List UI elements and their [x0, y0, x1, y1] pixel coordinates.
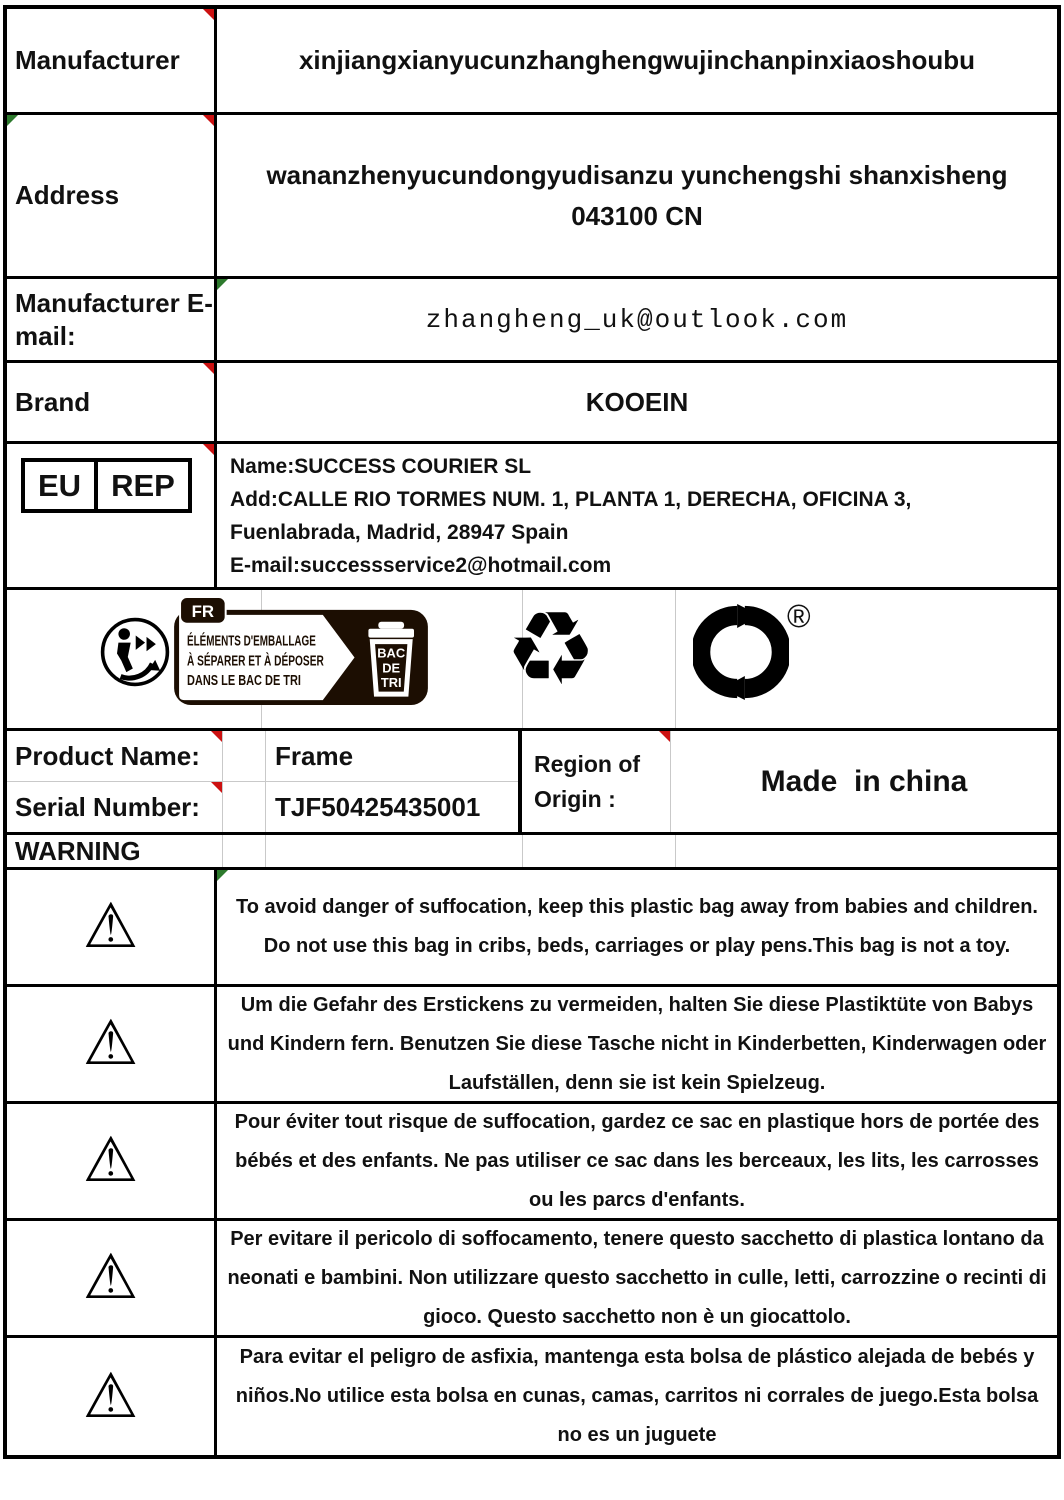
warning-icon-cell [7, 1338, 217, 1455]
address-value-cell [217, 115, 1057, 276]
manufacturer-label: Manufacturer [15, 45, 180, 76]
made-in-china-cell: Made in china [760, 764, 968, 798]
serial-number-label-cell [7, 782, 223, 832]
address-label-cell [7, 115, 217, 276]
address-row [7, 115, 1057, 279]
warning-triangle-icon: ⚠ [82, 1243, 139, 1312]
warning-text-cell [217, 1221, 1057, 1335]
warning-icon-cell [7, 870, 217, 984]
warning-triangle-icon: ⚠ [82, 1126, 139, 1195]
warning-text-cell [217, 987, 1057, 1101]
serial-number-subrow [7, 782, 518, 832]
warning-icon-cell [7, 1104, 217, 1218]
eu-rep-logo [21, 458, 192, 513]
eu-rep-address-line: Add:CALLE RIO TORMES NUM. 1, PLANTA 1, DERECHA, OFICINA 3, [230, 487, 912, 511]
recycling-icons-row [7, 590, 1057, 731]
email-row [7, 279, 1057, 363]
comment-marker-icon [211, 731, 222, 742]
warning-icon-cell [7, 1221, 217, 1335]
warning-triangle-icon: ⚠ [82, 1361, 139, 1431]
serial-number-label: Serial Number: [15, 791, 200, 822]
product-label-table [3, 5, 1061, 1459]
warning-row-french [7, 1104, 1057, 1221]
eu-rep-name-line: Name:SUCCESS COURIER SL [230, 454, 532, 478]
bin-text-bac: BAC [377, 645, 406, 661]
green-dot-icon [693, 602, 789, 707]
brand-label: Brand [15, 386, 91, 417]
warning-header: WARNING [15, 835, 141, 866]
comment-marker-icon [203, 9, 214, 20]
gridline [675, 835, 676, 867]
comment-marker-icon [211, 782, 222, 793]
warning-text-spanish: Para evitar el peligro de asfixia, mantenga esta bolsa de plástico alejada de bebés y niños.No utilice esta bolsa en cunas, camas, carritos ni corrales de juego.Esta bolsa no es un juguete [235, 1346, 1039, 1446]
product-name-subrow [7, 731, 518, 782]
fr-line-2: À SÉPARER ET À DÉPOSER [187, 653, 388, 670]
gridline [675, 590, 676, 728]
warning-text-cell [217, 1104, 1057, 1218]
warning-header-row [7, 835, 1057, 870]
bin-text-de: DE [382, 660, 401, 676]
fr-tag-text: FR [191, 601, 215, 621]
fr-line-3: DANS LE BAC DE TRI [187, 673, 301, 690]
email-label-cell [7, 279, 217, 360]
warning-text-cell [217, 870, 1057, 984]
warning-row-italian [7, 1221, 1057, 1338]
manufacturer-value: xinjiangxianyucunzhanghengwujinchanpinxiaoshoubu [298, 45, 976, 75]
warning-text-cell [217, 1338, 1057, 1455]
brand-row [7, 363, 1057, 444]
email-value-cell [217, 279, 1057, 360]
warning-text-english: To avoid danger of suffocation, keep this plastic bag away from babies and children. Do not use this bag in cribs, beds, carriages or play pens.This bag is not a toy. [235, 896, 1038, 957]
manufacturer-row [7, 9, 1057, 115]
warning-icon-cell [7, 987, 217, 1101]
eu-rep-logo-eu: EU [25, 462, 98, 509]
product-serial-box [7, 731, 522, 832]
warning-text-italian: Per evitare il pericolo di soffocamento, tenere questo sacchetto di plastica lontano da neonati e bambini. Non utilizzare questo sacchetto in culle, letti, carrozzine o recinti di gioco. Questo sacchetto non è un giocattolo. [227, 1227, 1047, 1328]
bin-icon [368, 622, 414, 694]
address-label: Address [15, 180, 120, 211]
gridline [222, 835, 223, 867]
product-info-row [7, 731, 1057, 835]
serial-number-value: TJF50425435001 [275, 791, 481, 822]
triman-recycling-icon [99, 616, 171, 693]
gridline [522, 835, 523, 867]
brand-label-cell [7, 363, 217, 441]
eu-rep-email-line: E-mail:successservice2@hotmail.com [230, 553, 612, 577]
manufacturer-value-cell [217, 9, 1057, 112]
brand-value-cell [217, 363, 1057, 441]
comment-marker-icon [203, 444, 214, 455]
manufacturer-label-cell [7, 9, 217, 112]
registered-trademark-icon: ® [787, 598, 811, 634]
region-of-origin-label: Region of Origin : [534, 751, 641, 812]
grid-spacer [223, 731, 266, 781]
warning-text-french: Pour éviter tout risque de suffocation, gardez ce sac en plastique hors de portée des bébés et des enfants. Ne pas utiliser ce sac dans les berceaux, les lits, les carrosses ou les parcs d'enfants. [234, 1110, 1040, 1211]
error-marker-icon [217, 870, 228, 881]
warning-triangle-icon: ⚠ [82, 892, 139, 961]
error-marker-icon [217, 279, 228, 290]
product-name-label-cell [7, 731, 223, 781]
bin-text-tri: TRI [380, 675, 402, 691]
warning-triangle-icon: ⚠ [82, 1009, 139, 1078]
warning-row-spanish [7, 1338, 1057, 1455]
warning-row-english [7, 870, 1057, 987]
comment-marker-icon [659, 731, 670, 742]
eu-rep-text-cell [217, 444, 1057, 587]
warning-row-german [7, 987, 1057, 1104]
grid-spacer [223, 782, 266, 832]
product-name-value: Frame [275, 740, 354, 771]
eu-rep-logo-cell [7, 444, 217, 587]
email-label: Manufacturer E-mail: [15, 288, 213, 351]
recycle-mobius-icon: ♻ [505, 592, 597, 706]
product-name-label: Product Name: [15, 740, 200, 771]
fr-line-1: ÉLÉMENTS D'EMBALLAGE [187, 633, 381, 650]
comment-marker-icon [203, 363, 214, 374]
region-of-origin-label-cell [522, 731, 671, 832]
comment-marker-icon [203, 115, 214, 126]
address-value: wananzhenyucundongyudisanzu yunchengshi shanxisheng 043100 CN [266, 160, 1008, 231]
email-value: zhangheng_uk@outlook.com [425, 304, 849, 335]
gridline [265, 835, 266, 867]
warning-text-german: Um die Gefahr des Erstickens zu vermeiden, halten Sie diese Plastiktüte von Babys und Kindern fern. Benutzen Sie diese Tasche nicht in Kinderbetten, Kinderwagen oder Laufställen, denn sie ist kein Spielzeug. [227, 993, 1047, 1094]
error-marker-icon [7, 115, 18, 126]
eu-rep-city-line: Fuenlabrada, Madrid, 28947 Spain [230, 520, 569, 544]
brand-value: KOOEIN [585, 386, 689, 417]
eu-rep-logo-rep: REP [111, 468, 175, 503]
eu-rep-row [7, 444, 1057, 590]
fr-bac-de-tri-label-icon [172, 596, 430, 715]
